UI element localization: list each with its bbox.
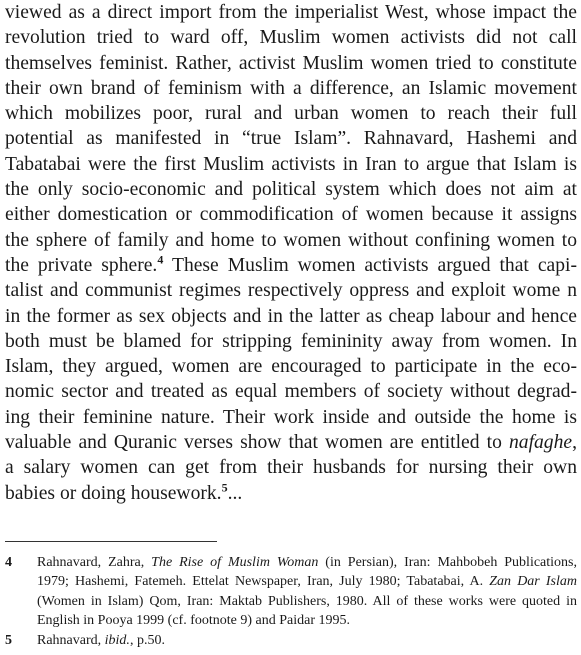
text-line [5, 379, 577, 404]
text-line [5, 152, 577, 177]
italic-text: Zan Dar Islam [489, 574, 577, 590]
text-run: Tabatabai were the first Muslim activists in Iran to argue that Islam is [5, 153, 577, 175]
text-line [5, 304, 577, 329]
text-line [5, 228, 577, 253]
text-run: which mobilizes poor, rural and urban women to reach their full [5, 103, 577, 125]
text-run: in the former as sex objects and in the latter as cheap labour and hence [5, 305, 577, 327]
text-line [5, 76, 577, 101]
text-run: , p.50. [129, 632, 165, 648]
text-line [5, 329, 577, 354]
body-paragraph [5, 0, 577, 506]
text-line [5, 430, 577, 455]
text-run: their own brand of feminism with a difference, an Islamic movement [5, 77, 577, 99]
text-line [5, 455, 577, 480]
text-run: revolution tried to ward off, Muslim women activists did not call [5, 27, 577, 49]
text-run: valuable and Quranic verses show that women are entitled to [5, 432, 509, 454]
text-run: English in Pooya 1999 (cf. footnote 9) and Paidar 1995. [37, 613, 351, 629]
text-line [5, 481, 577, 506]
text-run: babies or doing housework. [5, 482, 222, 504]
text-line [37, 572, 577, 591]
text-run: Rahnavard, Zahra, [37, 555, 152, 570]
text-run: themselves feminist. Rather, activist Muslim women tried to constitute [5, 52, 577, 74]
text-run: the only socio-economic and political system which does not aim at [5, 179, 577, 201]
text-line [37, 592, 577, 611]
text-line [37, 611, 577, 630]
footnotes [5, 553, 577, 650]
text-line [5, 405, 577, 430]
footnote-separator [5, 541, 217, 542]
text-line [5, 0, 577, 25]
text-run: the sphere of family and home to women without confining women to [5, 229, 577, 251]
text-line [5, 202, 577, 227]
footnote-number: 4 [5, 555, 12, 570]
text-run: viewed as a direct import from the imperialist West, whose impact the [5, 2, 577, 23]
text-run: nomic sector and treated as equal members of society without degrad- [5, 381, 577, 403]
text-run: a salary women can get from their husbands for nursing their own [5, 457, 577, 479]
footnote-ref: 4 [157, 252, 164, 267]
text-run: talist and communist regimes respectively oppress and exploit wome n [5, 280, 577, 302]
footnote-4 [5, 553, 577, 631]
text-line [5, 177, 577, 202]
text-run: the private sphere. [5, 254, 158, 276]
italic-text: The Rise of Muslim Woman [151, 555, 319, 570]
text-run: both must be blamed for stripping femininity away from women. In [5, 330, 577, 352]
text-line [5, 354, 577, 379]
text-run: ... [227, 482, 243, 504]
text-run: 1979; Hashemi, Fatemeh. Ettelat Newspaper, Iran, July 1980; Tabatabai, A. [37, 574, 490, 590]
text-run: , [572, 432, 577, 454]
text-line [5, 253, 577, 278]
text-line [5, 101, 577, 126]
text-run: ing their feminine nature. Their work inside and outside the home is [5, 406, 577, 428]
footnote-number: 5 [5, 632, 12, 648]
text-line [5, 126, 577, 151]
text-run: Islam, they argued, women are encouraged to participate in the eco- [5, 356, 577, 378]
text-line [5, 25, 577, 50]
text-run: Rahnavard, [37, 632, 105, 648]
text-line [5, 278, 577, 303]
footnote-5 [5, 631, 577, 650]
footnote-ref: 5 [221, 480, 228, 495]
text-run: either domestication or commodification of women because it assigns [5, 204, 577, 226]
italic-text: ibid. [104, 632, 130, 648]
text-line [5, 51, 577, 76]
italic-text: nafaghe [508, 432, 573, 454]
text-run: These Muslim women activists argued that capi- [163, 254, 577, 276]
text-run: (Women in Islam) Qom, Iran: Maktab Publishers, 1980. All of these works were quoted in [37, 593, 577, 609]
text-line [37, 631, 577, 650]
text-run: (in Persian), Iran: Mahbobeh Publications, [318, 555, 577, 570]
text-run: potential as manifested in “true Islam”. Rahnavard, Hashemi and [5, 128, 577, 150]
text-line [37, 553, 577, 572]
